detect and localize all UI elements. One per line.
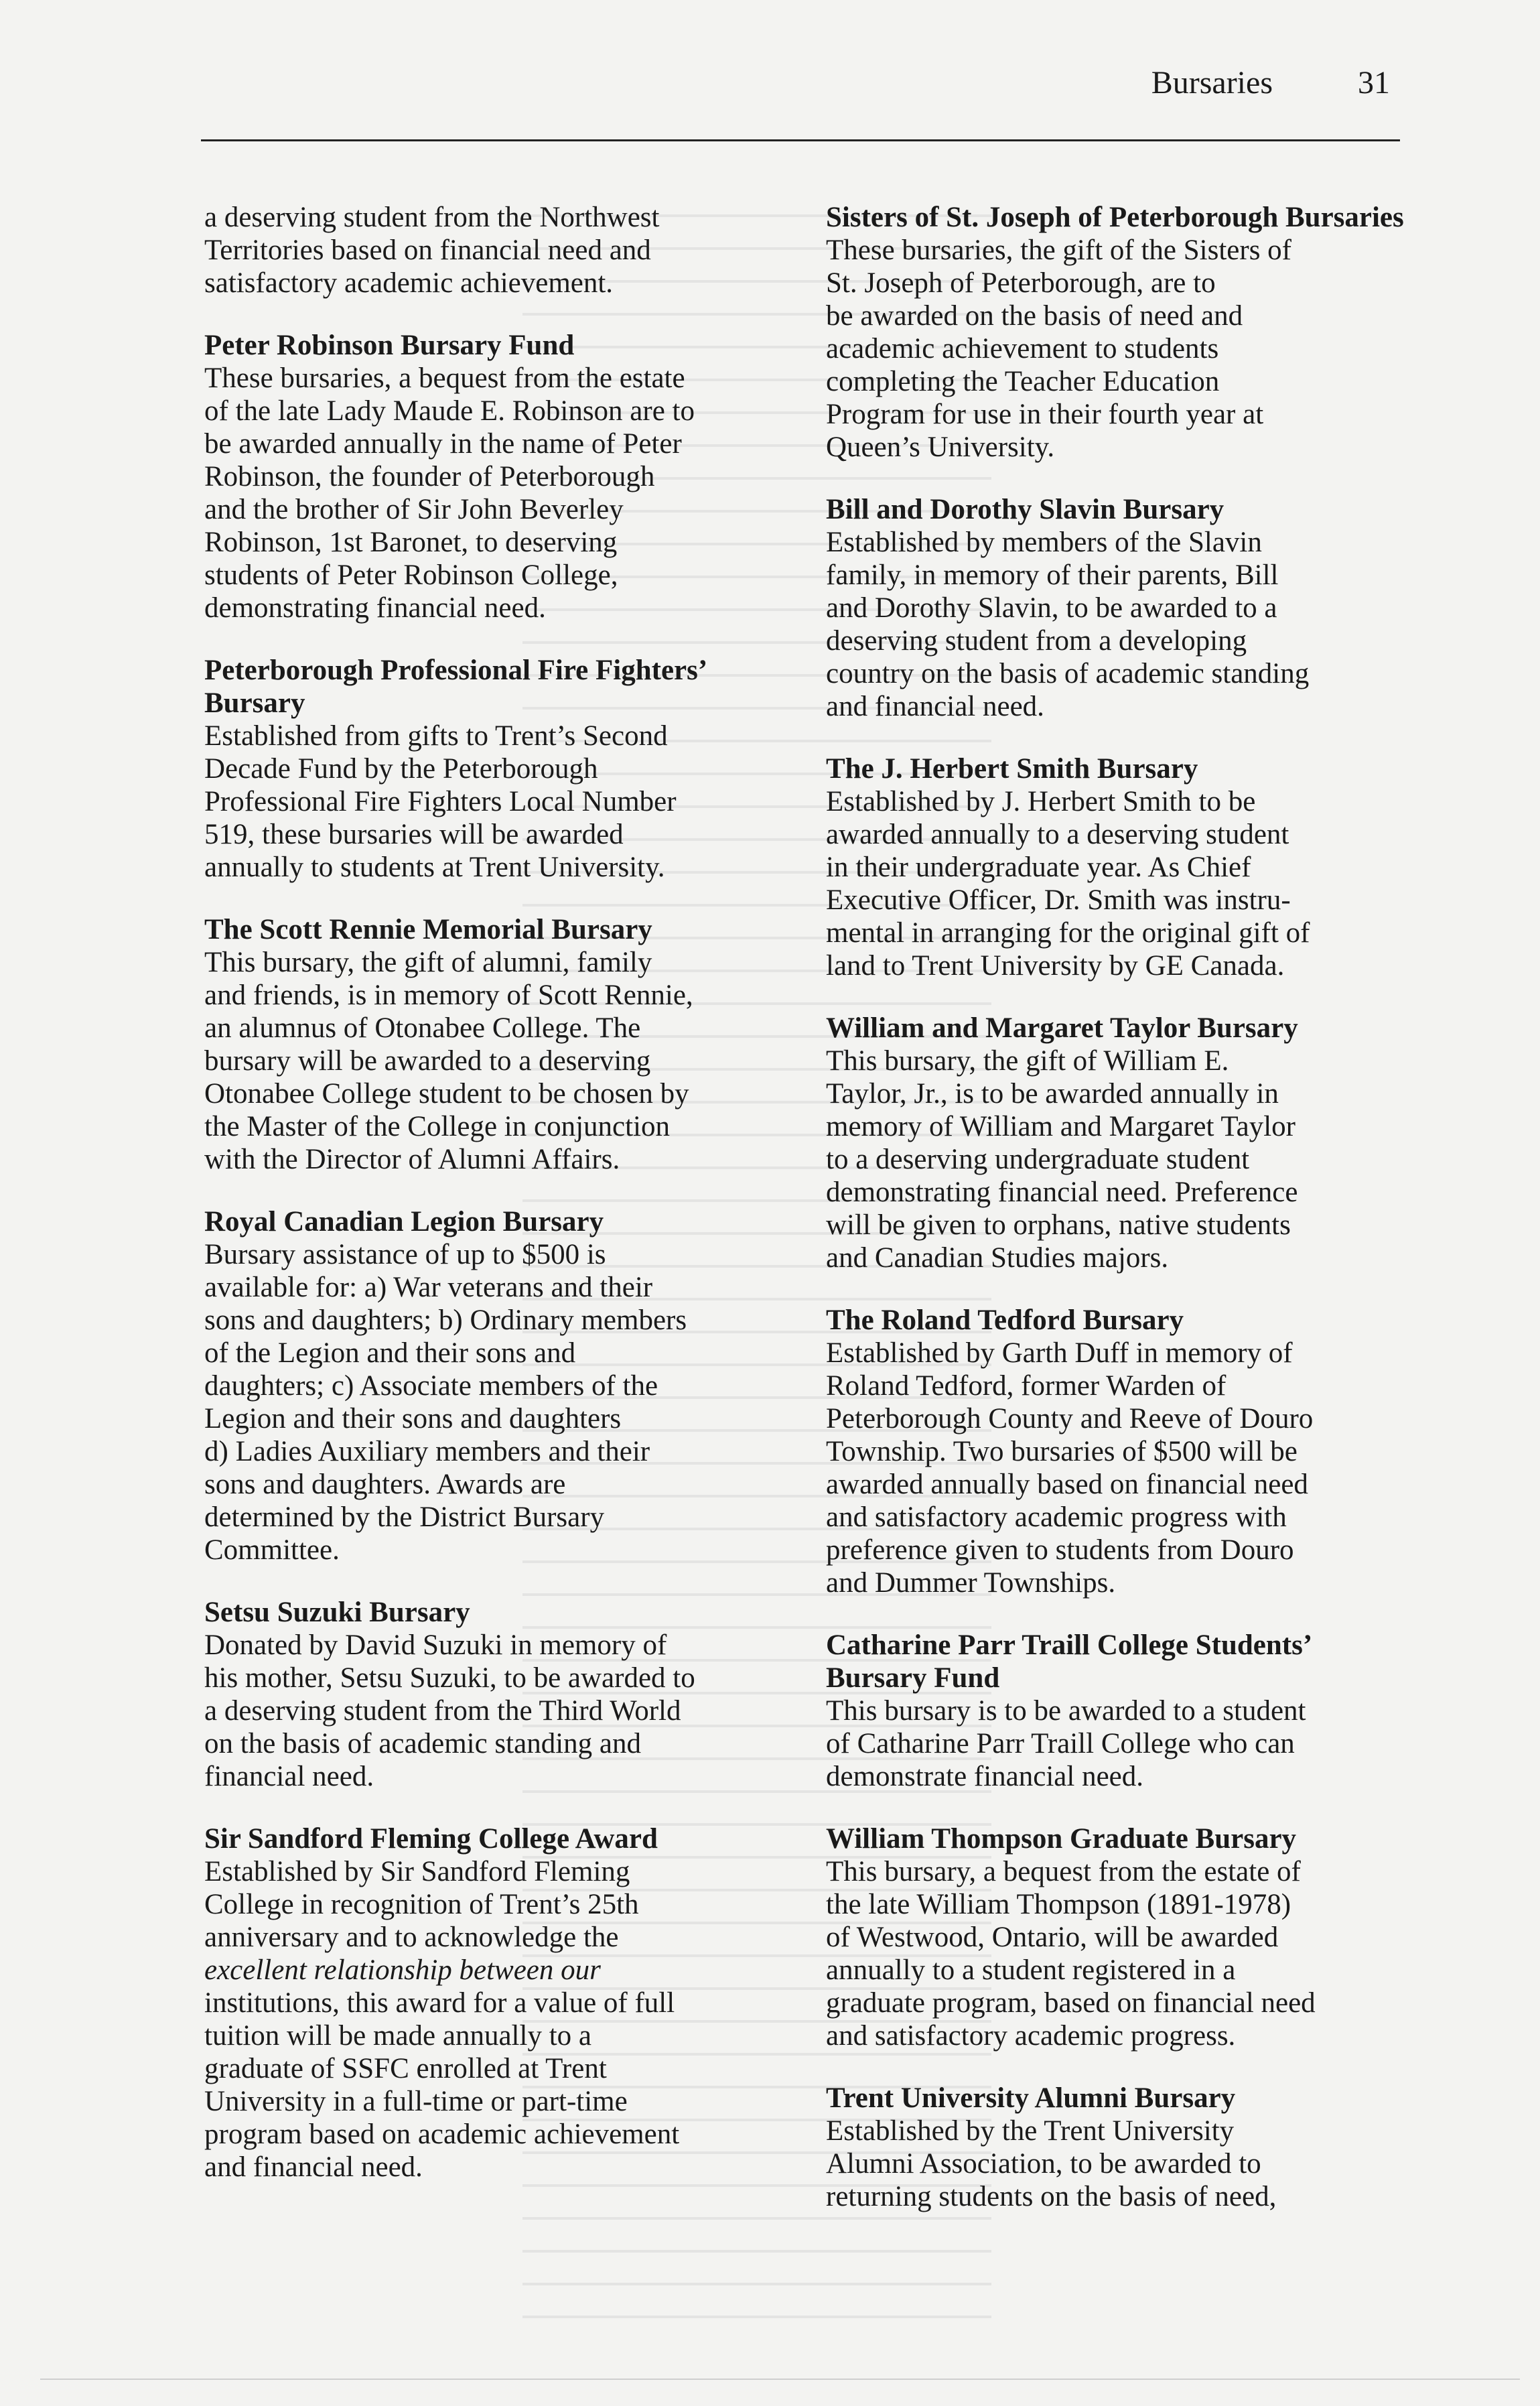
body-line: demonstrating financial need. Preference: [826, 1177, 1298, 1208]
body-line: Decade Fund by the Peterborough: [204, 753, 598, 785]
body-line: and the brother of Sir John Beverley: [204, 494, 624, 525]
entry-title: Royal Canadian Legion Bursary: [204, 1206, 604, 1238]
body-line: mental in arranging for the original gift of: [826, 917, 1310, 949]
entry-title: Fighters’ Bursary: [204, 655, 705, 719]
body-line: graduate program, based on financial need: [826, 1987, 1316, 2019]
body-line: program based on academic achievement: [204, 2119, 680, 2150]
body-line: College in recognition of Trent’s 25th: [204, 1889, 639, 1920]
body-line: This bursary, the gift of William E.: [826, 1045, 1229, 1077]
bursary-entry-william-thompson: [826, 1822, 1415, 2052]
entry-title: The Scott Rennie Memorial Bursary: [204, 914, 652, 945]
body-line: This bursary, a bequest from the estate of: [826, 1856, 1301, 1887]
body-line: an alumnus of Otonabee College. The: [204, 1012, 641, 1044]
continuation-paragraph: [204, 201, 794, 299]
body-line: Robinson, the founder of Peterborough: [204, 461, 655, 492]
body-line: academic achievement to students: [826, 333, 1219, 364]
entry-title: The Roland Tedford Bursary: [826, 1305, 1184, 1336]
body-line: and Dorothy Slavin, to be awarded to a: [826, 592, 1277, 624]
body-line: land to Trent University by GE Canada.: [826, 950, 1285, 982]
body-line: Territories based on financial need and: [204, 235, 651, 266]
scan-bottom-edge: [40, 2379, 1520, 2380]
body-line: will be given to orphans, native students: [826, 1209, 1291, 1241]
body-line: excellent relationship between our: [204, 1954, 601, 1986]
body-line: bursary will be awarded to a deserving: [204, 1045, 651, 1077]
bursary-entry-scott-rennie: [204, 913, 794, 1176]
entry-title: William Thompson Graduate Bursary: [826, 1823, 1297, 1855]
body-line: Program for use in their fourth year at: [826, 399, 1264, 430]
body-line: Established by Sir Sandford Fleming: [204, 1856, 630, 1887]
body-line: Bursary assistance of up to $500 is: [204, 1239, 606, 1270]
body-line: Queen’s University.: [826, 431, 1055, 463]
header-rule: [201, 139, 1400, 141]
body-line: Professional Fire Fighters Local Number: [204, 786, 677, 817]
body-line: Committee.: [204, 1534, 340, 1566]
body-line: financial need.: [204, 1761, 374, 1792]
body-line: the late William Thompson (1891-1978): [826, 1889, 1291, 1920]
entry-title: Sir Sandford Fleming College Award: [204, 1823, 658, 1855]
body-line: be awarded on the basis of need and: [826, 300, 1243, 332]
body-line: with the Director of Alumni Affairs.: [204, 1144, 620, 1175]
body-line: and satisfactory academic progress.: [826, 2020, 1236, 2052]
bursary-entry-taylor: [826, 1012, 1415, 1274]
bursary-entry-setsu-suzuki: [204, 1596, 794, 1793]
body-line: demonstrating financial need.: [204, 592, 546, 624]
body-line: daughters; c) Associate members of the: [204, 1370, 658, 1402]
body-line: 519, these bursaries will be awarded: [204, 819, 624, 850]
body-line: preference given to students from Douro: [826, 1534, 1294, 1566]
body-line: a deserving student from the Third World: [204, 1695, 681, 1727]
body-line: a deserving student from the Northwest: [204, 202, 660, 233]
body-line: annually to a student registered in a: [826, 1954, 1236, 1986]
body-line: returning students on the basis of need,: [826, 2181, 1277, 2212]
body-line: be awarded annually in the name of Peter: [204, 428, 682, 460]
bursary-entry-slavin: [826, 493, 1415, 723]
body-line: These bursaries, the gift of the Sisters of: [826, 235, 1291, 266]
body-line: of the Legion and their sons and: [204, 1337, 576, 1369]
body-line: This bursary is to be awarded to a student: [826, 1695, 1306, 1727]
body-line: of Catharine Parr Traill College who can: [826, 1728, 1295, 1759]
body-line: country on the basis of academic standing: [826, 658, 1310, 689]
body-line: in their undergraduate year. As Chief: [826, 852, 1251, 883]
page-number: 31: [1358, 65, 1390, 101]
body-line: awarded annually to a deserving student: [826, 819, 1289, 850]
body-line: Robinson, 1st Baronet, to deserving: [204, 527, 618, 558]
entry-title: Trent University Alumni Bursary: [826, 2082, 1236, 2114]
body-line: of the late Lady Maude E. Robinson are to: [204, 395, 695, 427]
body-line: completing the Teacher Education: [826, 366, 1220, 397]
body-line: satisfactory academic achievement.: [204, 267, 614, 299]
body-line: and financial need.: [204, 2151, 423, 2183]
bursary-entry-royal-canadian-legion: [204, 1205, 794, 1566]
bursary-entry-fire-fighters: [204, 654, 794, 884]
body-line: sons and daughters. Awards are: [204, 1469, 566, 1500]
body-line: and satisfactory academic progress with: [826, 1501, 1287, 1533]
body-line: demonstrate financial need.: [826, 1761, 1143, 1792]
body-line: determined by the District Bursary: [204, 1501, 605, 1533]
bursary-entry-catharine-parr-traill: [826, 1629, 1415, 1793]
body-line: institutions, this award for a value of full: [204, 1987, 675, 2019]
body-line: Alumni Association, to be awarded to: [826, 2148, 1261, 2180]
body-line: anniversary and to acknowledge the: [204, 1922, 619, 1953]
entry-title: Peterborough Professional Fire: [204, 655, 589, 686]
body-line: deserving student from a developing: [826, 625, 1247, 657]
body-line: available for: a) War veterans and their: [204, 1272, 653, 1303]
bursary-entry-trent-alumni: [826, 2082, 1415, 2213]
body-line: on the basis of academic standing and: [204, 1728, 641, 1759]
bursary-entry-roland-tedford: [826, 1304, 1415, 1599]
body-line: the Master of the College in conjunction: [204, 1111, 670, 1142]
bursary-entry-herbert-smith: [826, 752, 1415, 982]
body-line: of Westwood, Ontario, will be awarded: [826, 1922, 1279, 1953]
body-line: his mother, Setsu Suzuki, to be awarded to: [204, 1662, 695, 1694]
body-line: to a deserving undergraduate student: [826, 1144, 1250, 1175]
entry-title: Bursaries: [1285, 202, 1404, 233]
body-line: University in a full-time or part-time: [204, 2086, 628, 2117]
entry-title: Sisters of St. Joseph of Peterborough: [826, 202, 1279, 233]
body-line: family, in memory of their parents, Bill: [826, 559, 1279, 591]
body-line: Established by J. Herbert Smith to be: [826, 786, 1256, 817]
body-line: Established by the Trent University: [826, 2115, 1235, 2147]
body-line: Roland Tedford, former Warden of: [826, 1370, 1227, 1402]
body-line: graduate of SSFC enrolled at Trent: [204, 2053, 607, 2084]
bursary-entry-sandford-fleming: [204, 1822, 794, 2184]
bursary-entry-peter-robinson: [204, 329, 794, 624]
body-line: d) Ladies Auxiliary members and their: [204, 1436, 650, 1467]
body-line: and Dummer Townships.: [826, 1567, 1116, 1599]
body-line: Established by members of the Slavin: [826, 527, 1262, 558]
body-line: and financial need.: [826, 691, 1044, 722]
entry-title: Bill and Dorothy Slavin Bursary: [826, 494, 1224, 525]
body-line: tuition will be made annually to a: [204, 2020, 591, 2052]
entry-title: Peter Robinson Bursary Fund: [204, 330, 575, 361]
body-line: Donated by David Suzuki in memory of: [204, 1629, 667, 1661]
entry-title: Catharine Parr Traill College Students’: [826, 1629, 1310, 1661]
body-line: students of Peter Robinson College,: [204, 559, 618, 591]
left-column: [204, 201, 794, 2213]
entry-title: The J. Herbert Smith Bursary: [826, 753, 1198, 785]
body-line: Taylor, Jr., is to be awarded annually in: [826, 1078, 1279, 1110]
body-line: St. Joseph of Peterborough, are to: [826, 267, 1216, 299]
body-line: awarded annually based on financial need: [826, 1469, 1308, 1500]
body-line: These bursaries, a bequest from the estate: [204, 362, 685, 394]
body-line: Peterborough County and Reeve of Douro: [826, 1403, 1314, 1434]
body-line: This bursary, the gift of alumni, family: [204, 947, 652, 978]
entry-title: Bursary Fund: [826, 1662, 1000, 1694]
body-line: Executive Officer, Dr. Smith was instru-: [826, 884, 1291, 916]
entry-title: William and Margaret Taylor Bursary: [826, 1012, 1298, 1044]
body-line: Established by Garth Duff in memory of: [826, 1337, 1293, 1369]
body-line: Otonabee College student to be chosen by: [204, 1078, 689, 1110]
right-column: [826, 201, 1415, 2243]
running-head-section: Bursaries: [1151, 65, 1273, 101]
body-line: Legion and their sons and daughters: [204, 1403, 622, 1434]
body-line: Established from gifts to Trent’s Second: [204, 720, 668, 752]
bursary-entry-sisters-st-joseph: [826, 201, 1415, 464]
body-line: memory of William and Margaret Taylor: [826, 1111, 1296, 1142]
page-header: [201, 54, 1400, 147]
body-line: sons and daughters; b) Ordinary members: [204, 1305, 687, 1336]
body-line: and friends, is in memory of Scott Rennie,: [204, 980, 693, 1011]
body-line: Township. Two bursaries of $500 will be: [826, 1436, 1298, 1467]
body-line: annually to students at Trent University.: [204, 852, 665, 883]
body-line: and Canadian Studies majors.: [826, 1242, 1169, 1274]
entry-title: Setsu Suzuki Bursary: [204, 1597, 470, 1628]
